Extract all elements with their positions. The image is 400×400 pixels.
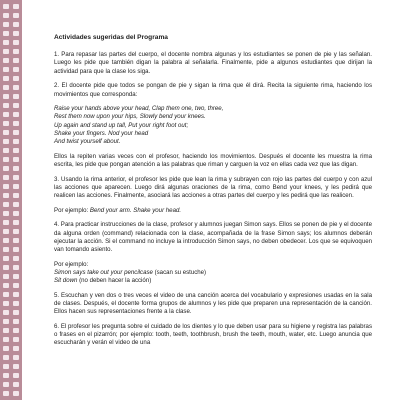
filmstrip-hole xyxy=(13,310,19,315)
filmstrip-hole xyxy=(3,229,9,234)
filmstrip-hole xyxy=(13,193,19,198)
rhyme-line: Raise your hands above your head, Clap them one, two, three, xyxy=(54,105,224,113)
activity-2: 2. El docente pide que todos se pongan de pie y sigan la rima que él dirá. Recita la siguiente rima, haciendo los movimientos que corresponda: xyxy=(54,82,372,98)
filmstrip-hole xyxy=(3,67,9,72)
filmstrip-hole xyxy=(13,112,19,117)
filmstrip-hole xyxy=(3,292,9,297)
filmstrip-hole xyxy=(3,364,9,369)
filmstrip-hole xyxy=(3,58,9,63)
document-body xyxy=(54,34,372,354)
rhyme-line: And twist yourself about. xyxy=(54,138,121,146)
filmstrip-hole xyxy=(13,49,19,54)
filmstrip-hole xyxy=(13,40,19,45)
filmstrip-hole xyxy=(3,346,9,351)
filmstrip-hole xyxy=(13,58,19,63)
filmstrip-hole xyxy=(13,157,19,162)
filmstrip-hole xyxy=(13,175,19,180)
filmstrip-hole xyxy=(13,319,19,324)
filmstrip-hole xyxy=(13,139,19,144)
filmstrip-hole xyxy=(3,373,9,378)
filmstrip-hole xyxy=(3,112,9,117)
filmstrip-hole xyxy=(3,319,9,324)
filmstrip-hole xyxy=(3,13,9,18)
filmstrip-hole xyxy=(13,283,19,288)
filmstrip-hole xyxy=(13,202,19,207)
filmstrip-hole xyxy=(13,346,19,351)
filmstrip-hole xyxy=(13,166,19,171)
filmstrip-hole xyxy=(13,103,19,108)
filmstrip-hole xyxy=(13,94,19,99)
filmstrip-hole xyxy=(3,202,9,207)
rhyme-block xyxy=(54,105,372,146)
activity-6: 6. El profesor les pregunta sobre el cuidado de los dientes y lo que deben usar para su higiene y registra las palabras o frases en el pizarrón; por ejemplo: tooth, teeth, toothbrush, brush the teeth, mouth, water, etc. Luego anuncia que escucharán y verán el video de una xyxy=(54,322,372,347)
filmstrip-hole xyxy=(13,211,19,216)
example-text: Bend your arm. Shake your head. xyxy=(89,206,182,214)
example-command: Sit down xyxy=(54,277,78,285)
filmstrip-hole xyxy=(13,4,19,9)
example-label: Por ejemplo: xyxy=(54,206,89,214)
filmstrip-hole xyxy=(3,328,9,333)
filmstrip-hole xyxy=(13,301,19,306)
example-line xyxy=(54,277,372,285)
filmstrip-holes-left xyxy=(3,4,9,396)
rhyme-line: Rest them now upon your hips, Slowly bend your knees. xyxy=(54,113,206,121)
filmstrip-hole xyxy=(3,391,9,396)
example-command: Simon says take out your pencilcase xyxy=(54,268,153,276)
filmstrip-hole xyxy=(3,31,9,36)
filmstrip-hole xyxy=(3,49,9,54)
example-label: Por ejemplo: xyxy=(54,260,89,268)
filmstrip-hole xyxy=(3,157,9,162)
filmstrip-hole xyxy=(3,184,9,189)
filmstrip-hole xyxy=(3,103,9,108)
filmstrip-hole xyxy=(13,13,19,18)
filmstrip-hole xyxy=(3,265,9,270)
filmstrip-hole xyxy=(3,301,9,306)
filmstrip-hole xyxy=(3,337,9,342)
filmstrip-hole xyxy=(3,310,9,315)
activity-1: 1. Para repasar las partes del cuerpo, el docente nombra algunas y los estudiantes se ponen de pie y las señalan. Luego les pide que también digan la palabra al señalarla. Finalmente, pide a algunos estudiantes que dirijan la actividad para que la clase los siga. xyxy=(54,51,372,75)
filmstrip-hole xyxy=(13,121,19,126)
filmstrip-hole xyxy=(13,31,19,36)
filmstrip-hole xyxy=(13,67,19,72)
activity-2-followup: Ellos la repiten varias veces con el profesor, haciendo los movimientos. Después el docente les muestra la rima escrita, les pide que pongan atención a las palabras que riman y carguen la voz en ellas cada vez que las digan. xyxy=(54,152,372,168)
filmstrip-hole xyxy=(3,283,9,288)
filmstrip-hole xyxy=(13,355,19,360)
filmstrip-hole xyxy=(13,292,19,297)
filmstrip-hole xyxy=(3,382,9,387)
filmstrip-hole xyxy=(13,265,19,270)
rhyme-line: Shake your fingers. Nod your head xyxy=(54,129,149,137)
filmstrip-hole xyxy=(3,166,9,171)
filmstrip-hole xyxy=(3,256,9,261)
activity-4: 4. Para practicar instrucciones de la clase, profesor y alumnos juegan Simon says. Ellos se ponen de pie y el docente da alguna orden (command) relacionada con la clase, acompañada de la frase Simon says; los alumnos deberán ejecutar la acción. Si el command no incluye la introducción Simon says, no deben obedecer. Los que se equivoquen van tomando asiento. xyxy=(54,221,372,254)
filmstrip-hole xyxy=(3,85,9,90)
activity-3: 3. Usando la rima anterior, el profesor les pide que lean la rima y subrayen con rojo las partes del cuerpo y con azul las acciones que aparecen. Luego dirá algunas oraciones de la rima, como Bend your knees, y les pedirá que realicen las acciones. Finalmente, asociará las acciones a otras partes del cuerpo y les pedirá que las realicen. xyxy=(54,175,372,200)
filmstrip-hole xyxy=(3,94,9,99)
filmstrip-hole xyxy=(13,184,19,189)
filmstrip-hole xyxy=(13,148,19,153)
filmstrip-hole xyxy=(3,139,9,144)
filmstrip-holes-right xyxy=(13,4,19,396)
filmstrip-hole xyxy=(3,274,9,279)
filmstrip-hole xyxy=(3,22,9,27)
filmstrip-hole xyxy=(3,175,9,180)
filmstrip-hole xyxy=(3,193,9,198)
filmstrip-hole xyxy=(13,382,19,387)
filmstrip-hole xyxy=(13,256,19,261)
example-note: (sacan su estuche) xyxy=(152,268,207,276)
filmstrip-hole xyxy=(3,238,9,243)
filmstrip-hole xyxy=(3,76,9,81)
example-2 xyxy=(54,261,372,286)
activity-5: 5. Escuchan y ven dos o tres veces el video de una canción acerca del vocabulario y expresiones usadas en la sala de clases. Después, el docente forma grupos de alumnos y les pide que preparen una representación de la canción. Ellos hacen sus representaciones frente a la clase. xyxy=(54,291,372,316)
filmstrip-hole xyxy=(13,130,19,135)
example-line xyxy=(54,269,372,277)
filmstrip-hole xyxy=(13,391,19,396)
filmstrip-hole xyxy=(13,373,19,378)
filmstrip-hole xyxy=(3,148,9,153)
filmstrip-hole xyxy=(13,337,19,342)
filmstrip-hole xyxy=(3,40,9,45)
filmstrip-hole xyxy=(13,229,19,234)
filmstrip-hole xyxy=(3,220,9,225)
filmstrip-hole xyxy=(3,121,9,126)
filmstrip-hole xyxy=(3,355,9,360)
filmstrip-hole xyxy=(13,247,19,252)
filmstrip-border xyxy=(0,0,22,400)
filmstrip-hole xyxy=(13,328,19,333)
filmstrip-hole xyxy=(13,22,19,27)
filmstrip-hole xyxy=(13,220,19,225)
filmstrip-hole xyxy=(13,85,19,90)
example-1 xyxy=(54,207,372,215)
filmstrip-hole xyxy=(13,76,19,81)
filmstrip-hole xyxy=(13,238,19,243)
rhyme-line: Up again and stand up tall, Put your right foot out; xyxy=(54,121,189,129)
filmstrip-hole xyxy=(3,4,9,9)
filmstrip-hole xyxy=(3,211,9,216)
filmstrip-hole xyxy=(13,274,19,279)
filmstrip-hole xyxy=(3,130,9,135)
filmstrip-hole xyxy=(3,247,9,252)
filmstrip-hole xyxy=(13,364,19,369)
example-note: (no deben hacer la acción) xyxy=(77,277,152,285)
section-title: Actividades sugeridas del Programa xyxy=(54,34,168,41)
